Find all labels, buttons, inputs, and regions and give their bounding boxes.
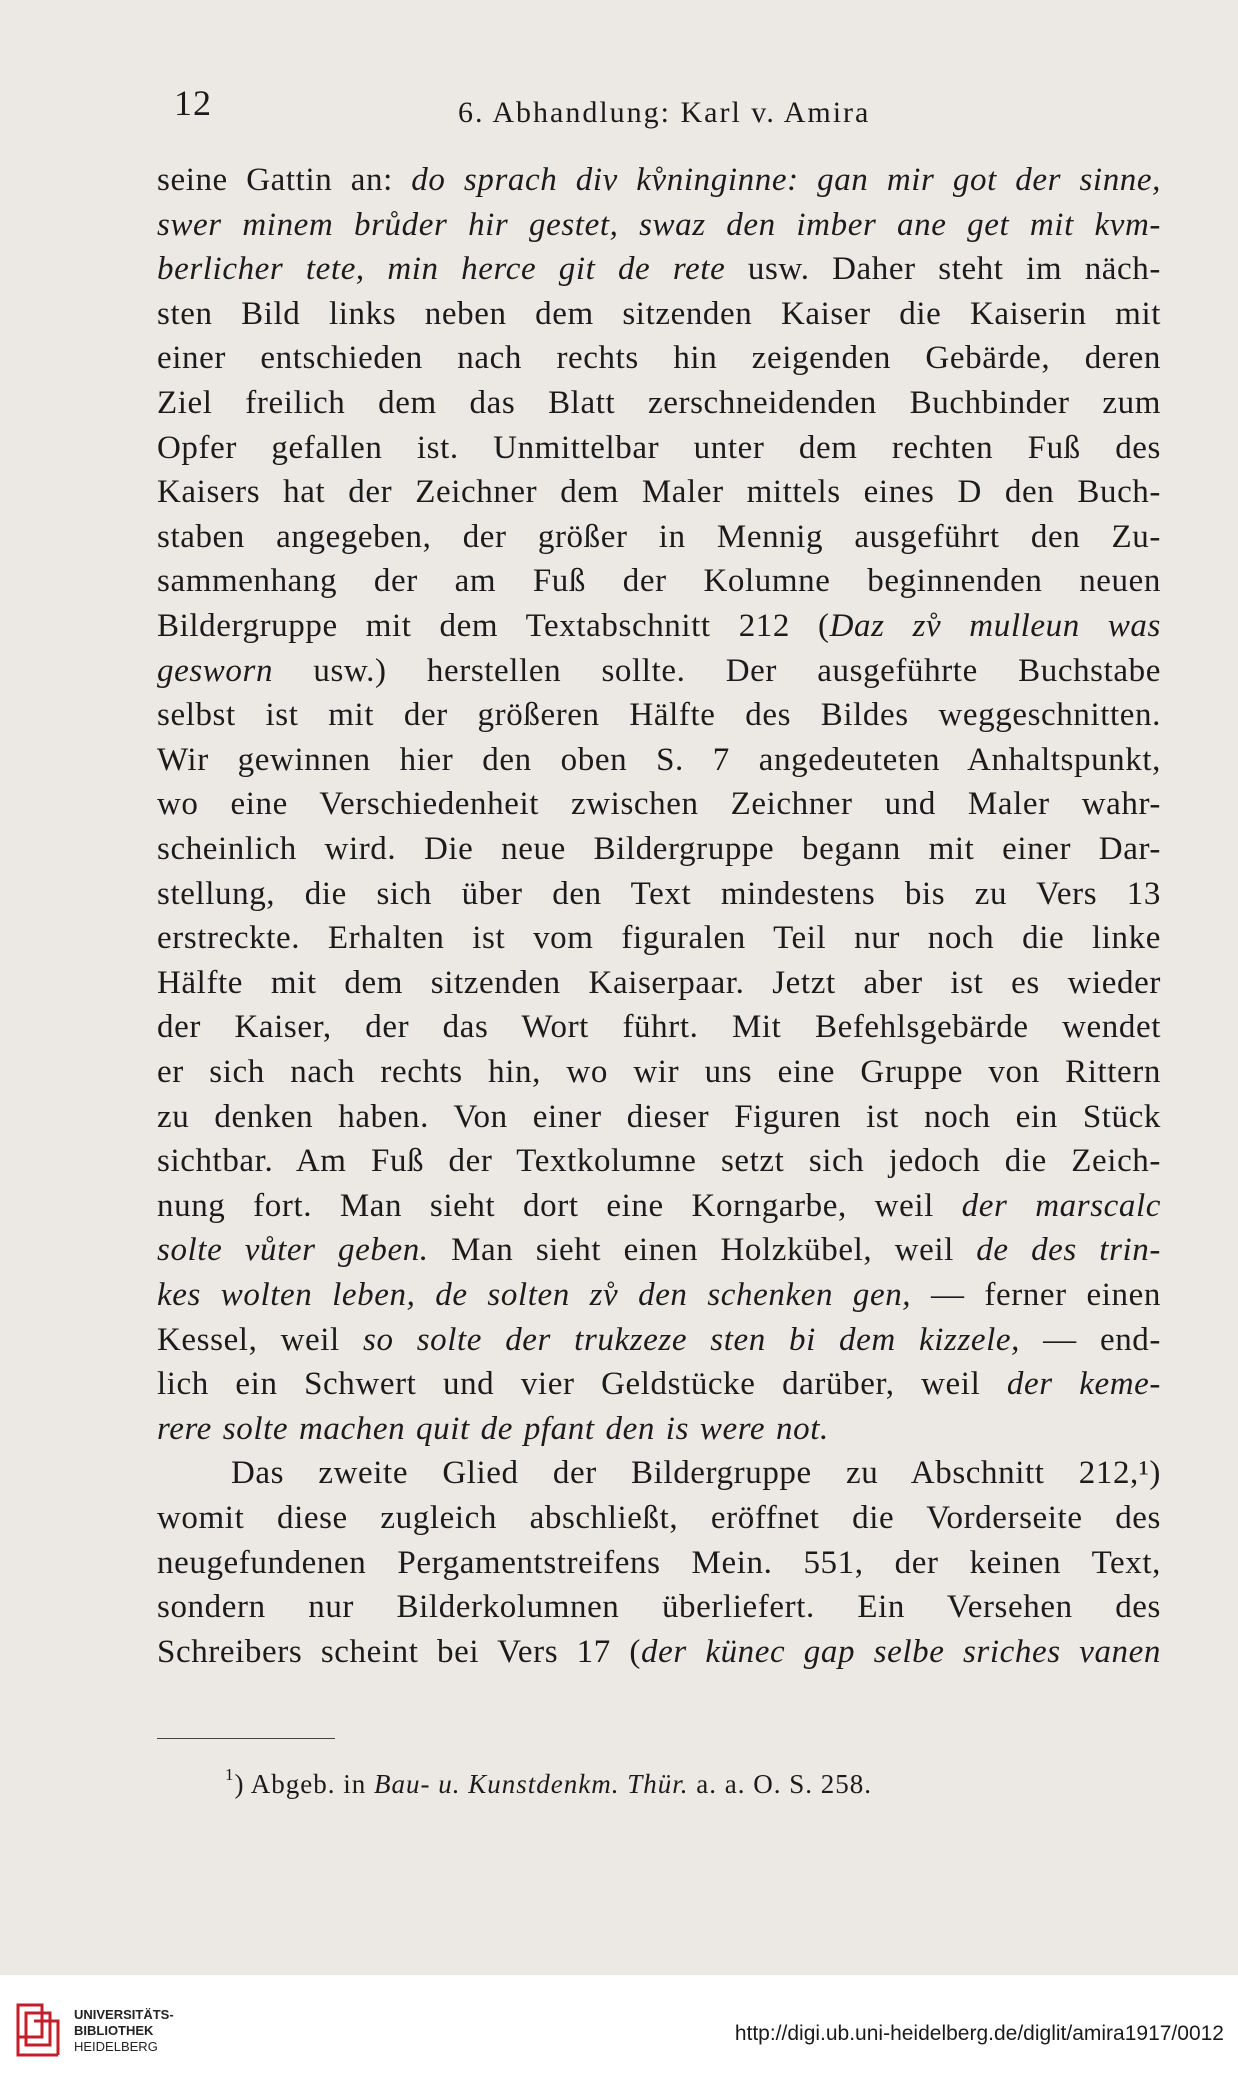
text-run: sten Bild links neben dem sitzenden Kaiser die Kaiserin mit [157,295,1161,332]
italic-quote: de des trin- [976,1232,1161,1269]
text-line [157,1273,1161,1321]
text-run: Man sieht einen Holzkübel, weil [428,1232,977,1269]
text-run: sichtbar. Am Fuß der Textkolumne setzt sich jedoch die Zeich- [157,1143,1161,1180]
italic-quote: gesworn [157,652,274,689]
text-line [157,1318,1161,1366]
text-line [157,247,1161,295]
text-line [157,604,1161,652]
text-run: Bildergruppe mit dem Textabschnitt 212 ( [157,608,830,644]
footnote-marker: 1 [225,1765,235,1784]
text-run: usw.) herstellen sollte. Der ausgeführte Buchstabe [273,652,1161,689]
text-line [157,1005,1161,1053]
text-line [157,515,1161,563]
text-run: nung fort. Man sieht dort eine Korngarbe, weil [157,1187,962,1224]
text-line [231,1451,1161,1499]
text-line [157,738,1161,786]
text-run: sondern nur Bilderkolumnen überliefert. Ein Versehen des [157,1589,1161,1626]
footnote [225,1765,872,1800]
text-line [157,1362,1161,1410]
text-line [157,872,1161,920]
text-run: selbst ist mit der größeren Hälfte des Bildes weggeschnitten. [157,697,1161,734]
text-run: stellung, die sich über den Text mindestens bis zu Vers 13 [157,875,1161,912]
text-line [157,1407,1161,1455]
text-run: Schreibers scheint bei Vers 17 ( [157,1633,641,1670]
text-line [157,827,1161,875]
university-library-logo-icon [12,1997,62,2063]
italic-quote: solte vůter geben. [157,1232,429,1269]
text-run: Das zweite Glied der Bildergruppe zu Abschnitt 212,¹) [231,1455,1161,1492]
text-line [157,961,1161,1009]
text-run: Wir gewinnen hier den oben S. 7 angedeuteten Anhaltspunkt, [157,741,1161,778]
library-name-line3: HEIDELBERG [74,2039,158,2054]
italic-quote: der keme- [1006,1366,1162,1403]
source-url-link[interactable]: http://digi.ub.uni-heidelberg.de/diglit/amira1917/0012 [734,2022,1224,2045]
text-line [157,292,1161,340]
text-run: er sich nach rechts hin, wo wir uns eine Gruppe von Rittern [157,1054,1161,1090]
text-run: der Kaiser, der das Wort führt. Mit Befehlsgebärde wendet [157,1009,1161,1046]
text-run: wo eine Verschiedenheit zwischen Zeichner und Maler wahr- [157,786,1161,823]
italic-quote: do sprach div kv̊ninginne: gan mir got der sinne, [411,162,1161,198]
footnote-text-before: ) Abgeb. in [234,1769,374,1799]
text-line [157,1184,1161,1232]
text-run: seine Gattin an: [157,162,412,198]
text-line [157,426,1161,474]
text-run: Opfer gefallen ist. Unmittelbar unter dem rechten Fuß des [157,429,1161,466]
italic-quote: der marscalc [961,1187,1162,1224]
text-run: staben angegeben, der größer in Mennig ausgeführt den Zu- [157,518,1161,555]
text-run: Ziel freilich dem das Blatt zerschneidenden Buchbinder zum [157,385,1161,421]
italic-quote: swer minem brůder hir gestet, swaz den imber ane get mit kvm- [157,206,1161,243]
text-line [157,1139,1161,1187]
text-run: sammenhang der am Fuß der Kolumne beginnenden neuen [157,563,1161,600]
italic-quote: rere solte machen quit de pfant den is were not. [157,1410,829,1447]
italic-quote: der künec gap selbe sriches vanen [641,1633,1161,1670]
footnote-italic-title: Bau- u. Kunstdenkm. Thür. [374,1769,689,1799]
text-run: einer entschieden nach rechts hin zeigenden Gebärde, deren [157,340,1161,377]
text-line [157,381,1161,429]
text-run: Kessel, weil [157,1321,363,1358]
text-line [157,559,1161,607]
text-run: neugefundenen Pergamentstreifens Mein. 551, der keinen Text, [157,1544,1161,1581]
text-line [157,1541,1161,1589]
text-line [157,1496,1161,1544]
text-run: zu denken haben. Von einer dieser Figuren ist noch ein Stück [157,1098,1161,1135]
text-run: lich ein Schwert und vier Geldstücke darüber, weil [157,1366,1007,1403]
page-number: 12 [174,83,212,123]
text-line [157,336,1161,384]
text-run: — ferner einen [911,1277,1161,1313]
text-run: womit diese zugleich abschließt, eröffnet die Vorderseite des [157,1500,1161,1536]
text-run: scheinlich wird. Die neue Bildergruppe begann mit einer Dar- [157,831,1161,867]
footnote-text-after: a. a. O. S. 258. [688,1769,872,1799]
text-line [157,1585,1161,1633]
library-name-line1: UNIVERSITÄTS- [74,2007,174,2022]
text-run: erstreckte. Erhalten ist vom figuralen Teil nur noch die linke [157,920,1161,957]
text-run: Kaisers hat der Zeichner dem Maler mittels eines D den Buch- [157,474,1161,511]
text-line [157,916,1161,964]
italic-quote: kes wolten leben, de solten zv̊ den schenken gen, [157,1277,912,1313]
footnote-rule [157,1738,335,1739]
text-line [157,693,1161,741]
text-line [157,470,1161,518]
running-head: 6. Abhandlung: Karl v. Amira [458,96,871,129]
text-run: — end- [1020,1321,1161,1358]
italic-quote: so solte der trukzeze sten bi dem kizzele, [363,1321,1021,1358]
text-line [157,649,1161,697]
text-line [157,158,1161,206]
text-line [157,1228,1161,1276]
viewer-footer [0,1975,1238,2086]
text-run: usw. Daher steht im näch- [725,251,1161,288]
text-line [157,1630,1161,1678]
text-line [157,203,1161,251]
italic-quote: Daz zv̊ mulleun was [829,608,1161,644]
text-line [157,1050,1161,1098]
italic-quote: berlicher tete, min herce git de rete [157,251,726,288]
library-name-line2: BIBLIOTHEK [74,2023,154,2038]
library-name [74,2007,174,2055]
text-run: Hälfte mit dem sitzenden Kaiserpaar. Jetzt aber ist es wieder [157,964,1161,1001]
text-line [157,782,1161,830]
text-line [157,1095,1161,1143]
